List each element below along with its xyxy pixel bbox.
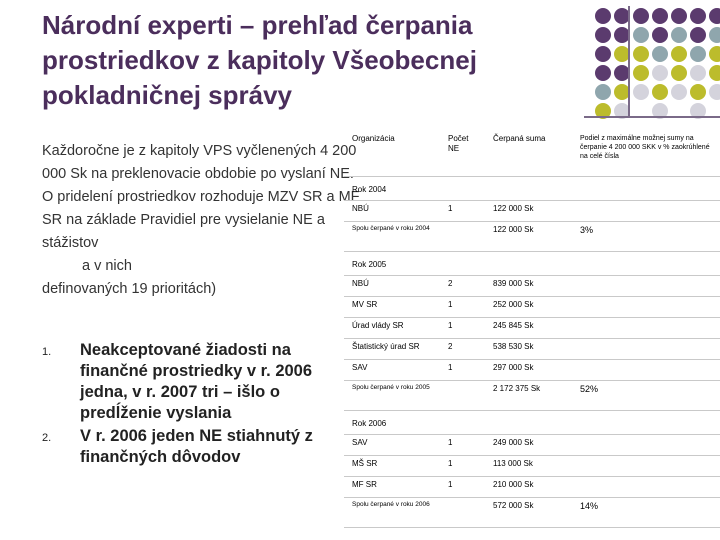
decorative-dot <box>652 46 668 62</box>
list-number: 1. <box>42 346 52 358</box>
total-label: Spolu čerpané v roku 2005 <box>344 380 440 410</box>
table-row <box>344 317 720 338</box>
list-item <box>42 340 332 424</box>
decorative-dot <box>595 65 611 81</box>
decorative-dot <box>690 65 706 81</box>
cell-sum: 839 000 Sk <box>485 275 572 296</box>
decorative-dot <box>690 27 706 43</box>
decorative-dot <box>709 27 720 43</box>
total-sum: 122 000 Sk <box>485 221 572 251</box>
decorative-dot <box>671 8 687 24</box>
cell-organization: MV SR <box>344 296 440 317</box>
cell-count: 1 <box>440 200 485 221</box>
table-row <box>344 296 720 317</box>
decorative-dot <box>709 8 720 24</box>
cell-count: 1 <box>440 359 485 380</box>
cell-count: 2 <box>440 275 485 296</box>
section-row-2005 <box>344 251 720 275</box>
decorative-dot <box>595 84 611 100</box>
intro-paragraph <box>42 140 362 301</box>
intro-text: Každoročne je z kapitoly VPS vyčlenených 4 200 000 Sk na preklenovacie obdobie po vyslaní NE. O pridelení prostriedkov rozhoduje MZV SR a MF SR na základe Pravidiel pre vysielanie NE a stážistov <box>42 143 360 251</box>
cell-sum: 538 530 Sk <box>485 338 572 359</box>
table-row <box>344 359 720 380</box>
cell-count: 2 <box>440 338 485 359</box>
decorative-dot <box>671 27 687 43</box>
cell-sum: 113 000 Sk <box>485 455 572 476</box>
cell-organization: MF SR <box>344 476 440 497</box>
decorative-dot <box>671 84 687 100</box>
cell-sum: 210 000 Sk <box>485 476 572 497</box>
table-header-row <box>344 126 720 176</box>
total-row-2005 <box>344 380 720 410</box>
table-row <box>344 476 720 497</box>
funding-table <box>344 126 720 528</box>
decorative-dot <box>595 27 611 43</box>
decorative-dot <box>595 8 611 24</box>
cell-organization: SAV <box>344 434 440 455</box>
section-row-2004 <box>344 176 720 200</box>
decorative-dot <box>690 46 706 62</box>
cell-sum: 122 000 Sk <box>485 200 572 221</box>
cell-sum: 245 845 Sk <box>485 317 572 338</box>
list-number: 2. <box>42 432 52 444</box>
table-row <box>344 275 720 296</box>
decorative-dot <box>633 27 649 43</box>
cell-share <box>572 317 720 338</box>
cell-share <box>572 434 720 455</box>
cell-share <box>572 359 720 380</box>
header-organization: Organizácia <box>344 126 440 176</box>
decorative-dot <box>633 84 649 100</box>
cell-share <box>572 338 720 359</box>
total-row-2006 <box>344 497 720 527</box>
slide-title: Národní experti – prehľad čerpania prostriedkov z kapitoly Všeobecnej pokladničnej správy <box>42 10 477 110</box>
total-sum: 2 172 375 Sk <box>485 380 572 410</box>
list-item <box>42 426 332 468</box>
decorative-dot <box>709 46 720 62</box>
decorative-dot <box>633 46 649 62</box>
intro-text-end: definovaných 19 prioritách) <box>42 281 217 297</box>
cell-organization: NBÚ <box>344 200 440 221</box>
total-share: 14% <box>572 497 720 527</box>
decorative-dot <box>690 8 706 24</box>
list-text: V r. 2006 jeden NE stiahnutý z finančných dôvodov <box>80 427 313 466</box>
cell-count: 1 <box>440 317 485 338</box>
section-row-2006 <box>344 410 720 434</box>
cell-organization: Štatistický úrad SR <box>344 338 440 359</box>
header-share: Podiel z maximálne možnej sumy na čerpanie 4 200 000 SKK v % zaokrúhlené na celé čísla <box>572 126 720 176</box>
section-label: Rok 2005 <box>344 251 720 275</box>
decorative-vertical-line <box>628 6 630 118</box>
cell-count: 1 <box>440 434 485 455</box>
total-label: Spolu čerpané v roku 2004 <box>344 221 440 251</box>
cell-organization: SAV <box>344 359 440 380</box>
total-label: Spolu čerpané v roku 2006 <box>344 497 440 527</box>
section-label: Rok 2006 <box>344 410 720 434</box>
decorative-horizontal-line <box>584 116 720 118</box>
total-share: 52% <box>572 380 720 410</box>
cell-organization: MŠ SR <box>344 455 440 476</box>
cell-organization: Úrad vlády SR <box>344 317 440 338</box>
cell-share <box>572 455 720 476</box>
cell-sum: 249 000 Sk <box>485 434 572 455</box>
section-label: Rok 2004 <box>344 176 720 200</box>
total-sum: 572 000 Sk <box>485 497 572 527</box>
numbered-list <box>42 340 332 470</box>
cell-count: 1 <box>440 476 485 497</box>
decorative-dot <box>633 8 649 24</box>
decorative-dot <box>652 65 668 81</box>
decorative-dot <box>652 8 668 24</box>
decorative-dot <box>671 65 687 81</box>
cell-organization: NBÚ <box>344 275 440 296</box>
decorative-dot <box>709 65 720 81</box>
cell-sum: 297 000 Sk <box>485 359 572 380</box>
cell-count: 1 <box>440 296 485 317</box>
total-row-2004 <box>344 221 720 251</box>
header-sum: Čerpaná suma <box>485 126 572 176</box>
cell-count <box>440 497 485 527</box>
decorative-dot <box>633 65 649 81</box>
cell-sum: 252 000 Sk <box>485 296 572 317</box>
cell-count: 1 <box>440 455 485 476</box>
header-count: Počet NE <box>440 126 485 176</box>
table-row <box>344 455 720 476</box>
decorative-dot <box>690 84 706 100</box>
list-text: Neakceptované žiadosti na finančné prostriedky v r. 2006 jedna, v r. 2007 tri – išlo o predĺženie vyslania <box>80 341 313 422</box>
decorative-dot <box>595 46 611 62</box>
intro-text-center: a v nich <box>82 258 132 274</box>
cell-share <box>572 275 720 296</box>
cell-count <box>440 221 485 251</box>
cell-share <box>572 200 720 221</box>
decorative-dot <box>671 46 687 62</box>
cell-share <box>572 476 720 497</box>
table-row <box>344 200 720 221</box>
decorative-dot <box>652 27 668 43</box>
cell-share <box>572 296 720 317</box>
decorative-dot <box>709 84 720 100</box>
table-row <box>344 434 720 455</box>
decorative-dot <box>652 84 668 100</box>
table-row <box>344 338 720 359</box>
total-share: 3% <box>572 221 720 251</box>
cell-count <box>440 380 485 410</box>
